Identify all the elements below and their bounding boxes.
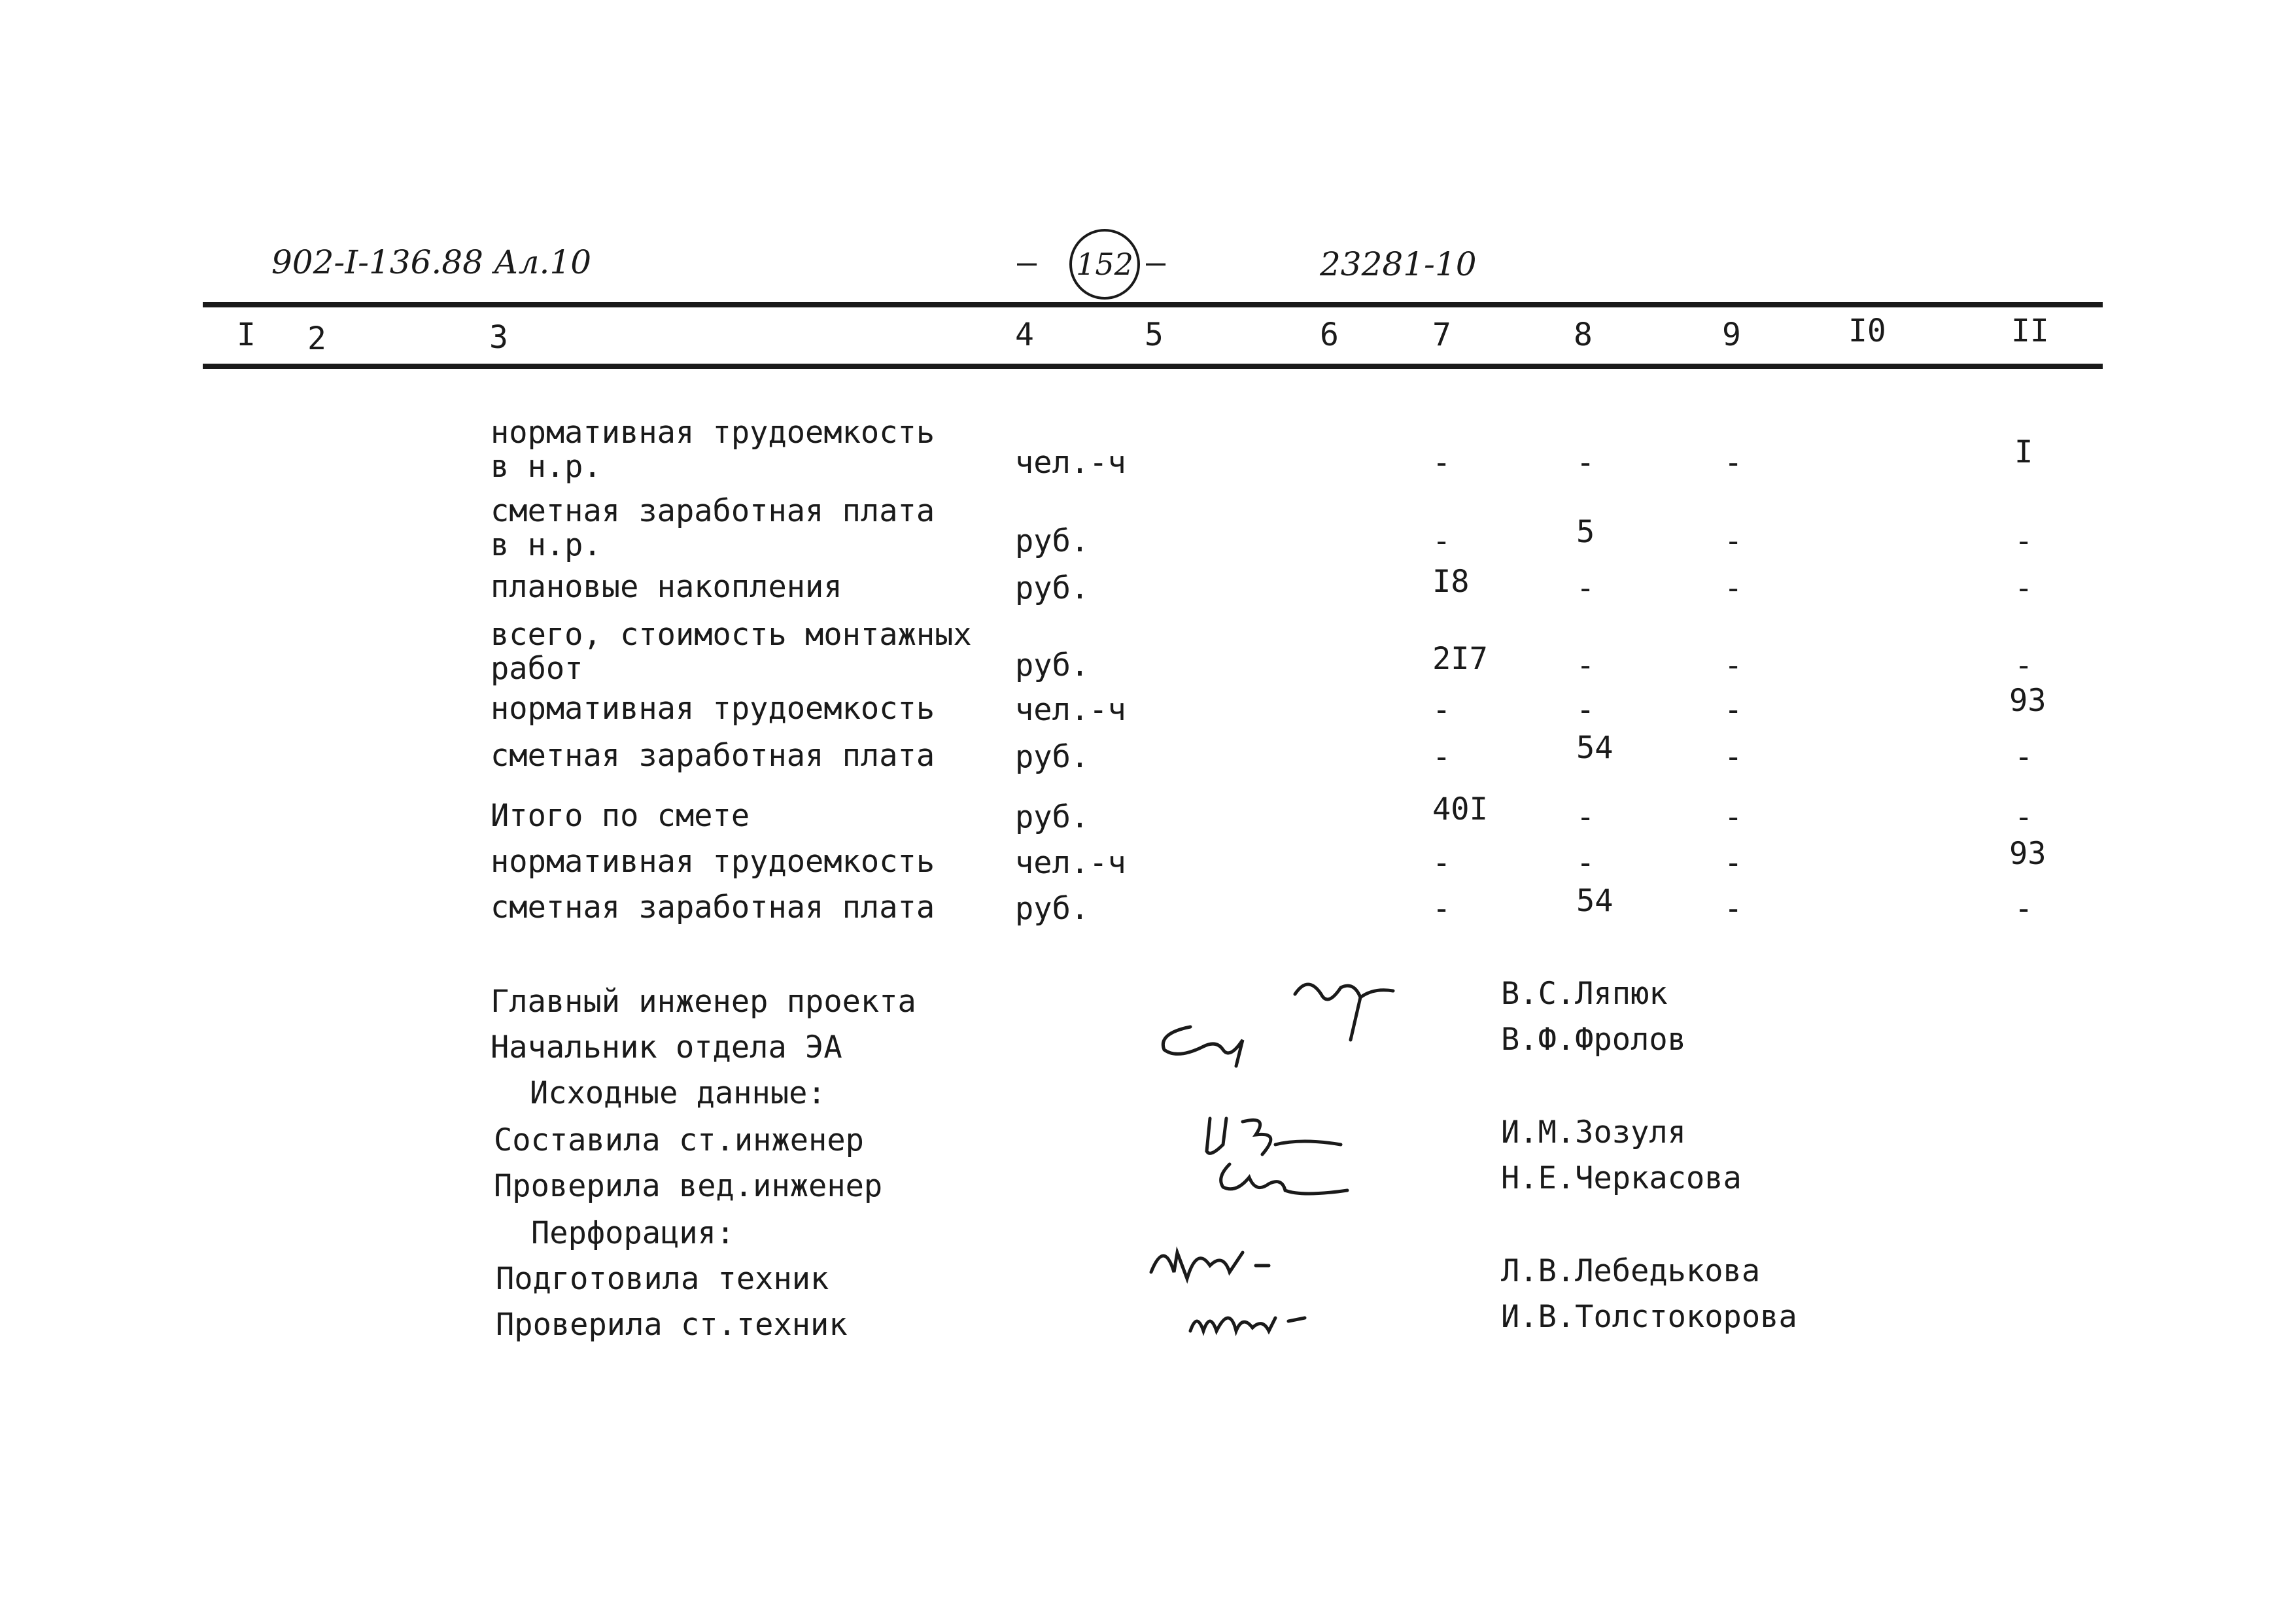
signature-role: Начальник отдела ЭА xyxy=(491,1029,842,1065)
row-col7: 2I7 xyxy=(1432,641,1488,677)
row-col9: - xyxy=(1724,845,1743,881)
signature-name: В.С.Ляпюк xyxy=(1501,976,1668,1012)
row-label: нормативная трудоемкость xyxy=(491,844,935,880)
row-col9: - xyxy=(1724,692,1743,728)
row-col11: I xyxy=(2014,434,2033,470)
row-col11: - xyxy=(2014,891,2033,927)
row-col8: - xyxy=(1576,445,1595,481)
row-col8: 5 xyxy=(1576,514,1595,550)
signature-section: Перфорация: xyxy=(531,1215,735,1251)
row-col9: - xyxy=(1724,445,1743,481)
col-11: II xyxy=(2011,313,2049,349)
signature-role: Подготовила техник xyxy=(496,1261,829,1297)
col-6: 6 xyxy=(1320,317,1339,353)
row-col7: - xyxy=(1432,445,1451,481)
signature-name: И.М.Зозуля xyxy=(1501,1114,1686,1150)
col-7: 7 xyxy=(1432,317,1451,353)
col-8: 8 xyxy=(1574,317,1593,353)
signature-role: Главный инженер проекта xyxy=(491,984,916,1020)
col-10: I0 xyxy=(1848,313,1886,349)
row-col11: - xyxy=(2014,648,2033,683)
col-1: I xyxy=(237,317,256,353)
row-label: сметная заработная плата xyxy=(491,738,935,774)
signature-role: Составила ст.инженер xyxy=(494,1122,864,1158)
row-col8: 54 xyxy=(1576,883,1613,919)
col-5: 5 xyxy=(1145,317,1164,353)
row-col7: - xyxy=(1432,739,1451,775)
sheet-code: 23281-10 xyxy=(1320,245,1477,283)
header-top-rule xyxy=(203,302,2103,307)
row-col9: - xyxy=(1724,799,1743,835)
signature-role: Проверила вед.инженер xyxy=(494,1168,883,1204)
row-col9: - xyxy=(1724,523,1743,559)
page-number-circle xyxy=(1069,229,1140,300)
handwritten-signature-checker xyxy=(1210,1151,1360,1210)
row-label: всего, стоимость монтажных работ xyxy=(491,617,972,687)
row-col7: I8 xyxy=(1432,564,1470,600)
row-col11: 93 xyxy=(2009,836,2046,872)
row-unit: руб. xyxy=(1015,648,1090,683)
row-col11: - xyxy=(2014,523,2033,559)
row-col11: 93 xyxy=(2009,683,2046,719)
page-dash-left: – xyxy=(1017,243,1037,281)
row-label: Итого по смете xyxy=(491,798,750,834)
row-col9: - xyxy=(1724,648,1743,683)
row-unit: руб. xyxy=(1015,570,1090,606)
row-col8: 54 xyxy=(1576,730,1613,766)
col-4: 4 xyxy=(1015,317,1034,353)
row-label: плановые накопления xyxy=(491,569,842,605)
row-col9: - xyxy=(1724,739,1743,775)
row-col11: - xyxy=(2014,570,2033,606)
signature-section: Исходные данные: xyxy=(530,1075,826,1111)
row-col7: - xyxy=(1432,692,1451,728)
header-bottom-rule xyxy=(203,364,2103,369)
row-col9: - xyxy=(1724,570,1743,606)
row-unit: руб. xyxy=(1015,739,1090,775)
row-col11: - xyxy=(2014,739,2033,775)
row-label: сметная заработная плата xyxy=(491,890,935,925)
signature-role: Проверила ст.техник xyxy=(496,1307,848,1343)
signature-name: И.В.Толстокорова xyxy=(1501,1299,1797,1335)
col-9: 9 xyxy=(1722,317,1741,353)
row-unit: чел.-ч xyxy=(1015,845,1126,881)
row-col9: - xyxy=(1724,891,1743,927)
row-col8: - xyxy=(1576,799,1595,835)
row-col8: - xyxy=(1576,692,1595,728)
row-col8: - xyxy=(1576,648,1595,683)
page-number: 152 xyxy=(1076,247,1133,282)
row-col7: 40I xyxy=(1432,791,1488,827)
signature-name: Л.В.Лебедькова xyxy=(1501,1253,1761,1289)
row-col7: - xyxy=(1432,523,1451,559)
row-col8: - xyxy=(1576,570,1595,606)
row-unit: чел.-ч xyxy=(1015,445,1126,481)
document-code: 902-I-136.88 Ал.10 xyxy=(271,243,592,281)
signature-name: Н.Е.Черкасова xyxy=(1501,1160,1742,1196)
handwritten-signature-technician xyxy=(1138,1233,1295,1292)
row-label: нормативная трудоемкость xyxy=(491,691,935,727)
row-label: сметная заработная плата в н.р. xyxy=(491,493,935,563)
handwritten-signature-chief-engineer xyxy=(1282,968,1413,1046)
handwritten-signature-department-head xyxy=(1151,1014,1282,1073)
handwritten-signature-senior-technician xyxy=(1177,1292,1328,1351)
page-dash-right: – xyxy=(1146,243,1166,281)
row-unit: руб. xyxy=(1015,799,1090,835)
col-2: 2 xyxy=(307,320,326,357)
row-col7: - xyxy=(1432,891,1451,927)
signature-name: В.Ф.Фролов xyxy=(1501,1022,1686,1058)
row-col8: - xyxy=(1576,845,1595,881)
row-col11: - xyxy=(2014,799,2033,835)
row-label: нормативная трудоемкость в н.р. xyxy=(491,415,935,485)
row-unit: руб. xyxy=(1015,891,1090,927)
row-unit: руб. xyxy=(1015,523,1090,559)
row-col7: - xyxy=(1432,845,1451,881)
row-unit: чел.-ч xyxy=(1015,692,1126,728)
col-3: 3 xyxy=(489,319,508,356)
